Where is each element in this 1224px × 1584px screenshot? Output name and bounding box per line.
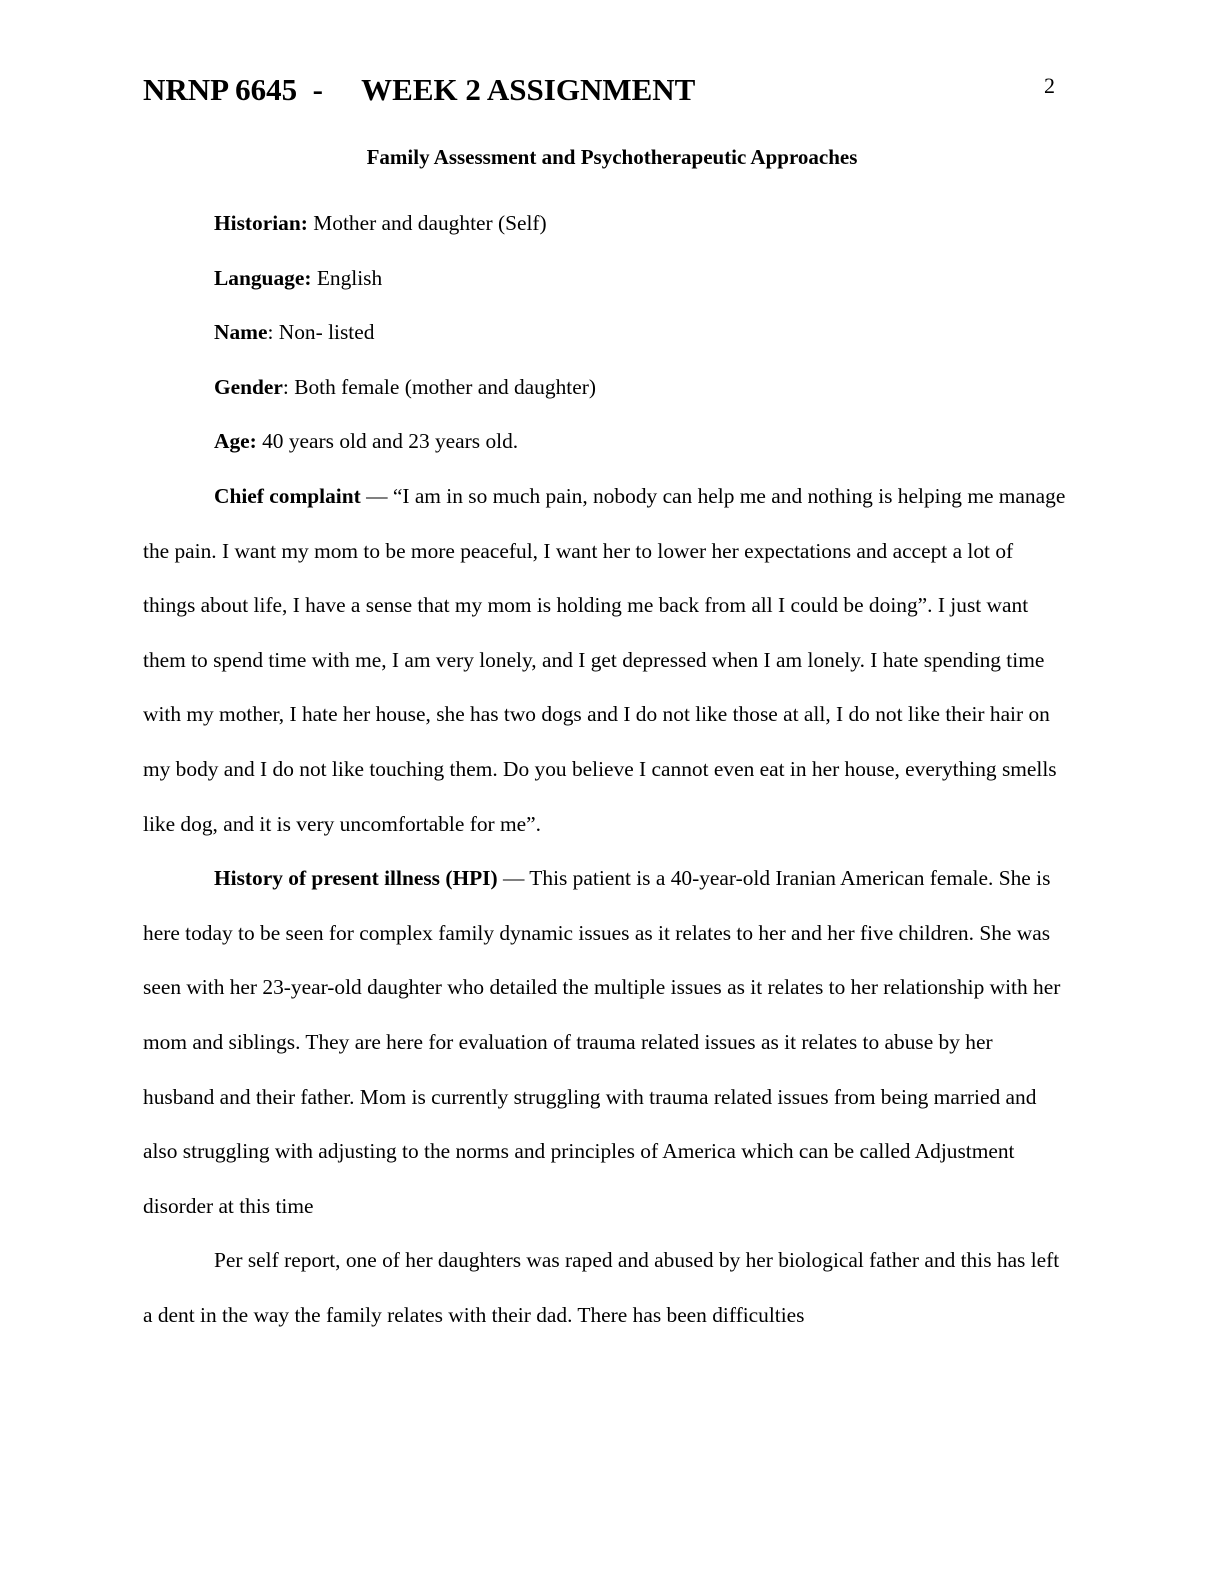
field-value: Mother and daughter (Self) <box>307 211 547 235</box>
field-label: Age: <box>214 429 257 454</box>
field-value: : Non- listed <box>267 320 375 345</box>
hpi-label: History of present illness (HPI) <box>214 866 498 891</box>
field-historian <box>143 196 1068 251</box>
document-body <box>143 196 1068 1342</box>
hpi-text: — This patient is a 40-year-old Iranian American female. She is here today to be seen for complex family dynamic issues as it relates to her and her five children. She was seen with her 23-year-old daughter who detailed the multiple issues as it relates to her relationship with her mom and siblings. They are here for evaluation of trauma related issues as it relates to abuse by her husband and their father. Mom is currently struggling with trauma related issues from being married and also struggling with adjusting to the norms and principles of America which can be called Adjustment disorder at this time <box>143 866 1061 1218</box>
field-value: 40 years old and 23 years old. <box>256 429 519 454</box>
document-title: Family Assessment and Psychotherapeutic Approaches <box>366 145 858 169</box>
self-report-paragraph: Per self report, one of her daughters was raped and abused by her biological father and this has left a dent in the way the family relates with their dad. There has been difficulties <box>143 1248 1060 1327</box>
header-title: NRNP 6645 - WEEK 2 ASSIGNMENT <box>143 72 696 107</box>
field-value: : Both female (mother and daughter) <box>282 374 596 399</box>
chief-complaint-paragraph <box>143 469 1068 851</box>
field-language <box>143 251 1068 306</box>
field-name <box>143 305 1068 360</box>
field-value: English <box>311 265 383 290</box>
field-age <box>143 414 1068 469</box>
page-number: 2 <box>1044 73 1055 98</box>
field-label: Name <box>214 320 268 345</box>
field-gender <box>143 360 1068 415</box>
chief-complaint-label: Chief complaint <box>214 483 361 508</box>
hpi-paragraph <box>143 851 1068 1233</box>
field-label: Historian: <box>214 211 308 235</box>
chief-complaint-text: — “I am in so much pain, nobody can help me and nothing is helping me manage the pain. I want my mom to be more peaceful, I want her to lower her expectations and accept a lot of things about life, I have a sense that my mom is holding me back from all I could be doing”. I just want them to spend time with me, I am very lonely, and I get depressed when I am lonely. I hate spending time with my mother, I hate her house, she has two dogs and I do not like those at all, I do not like their hair on my body and I do not like touching them. Do you believe I cannot even eat in her house, everything smells like dog, and it is very uncomfortable for me”. <box>143 483 1066 836</box>
field-label: Language: <box>214 265 312 290</box>
field-label: Gender <box>214 374 283 399</box>
